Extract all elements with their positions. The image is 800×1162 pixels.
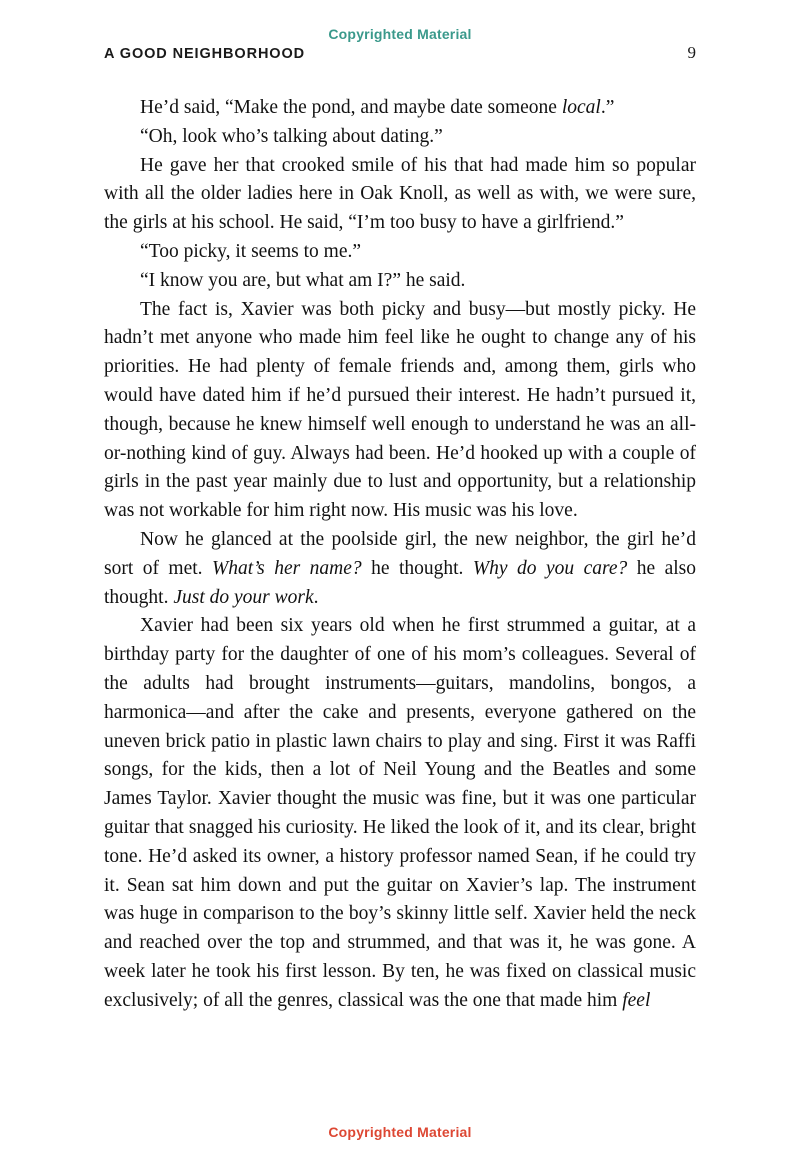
- paragraph: [104, 526, 696, 612]
- text-segment: he thought.: [361, 557, 473, 579]
- text-segment: Now he glanced at the poolside girl, the new neighbor, the girl he’d sort of met.: [104, 528, 696, 579]
- text-segment: He gave her that crooked smile of his that had made him so popular with all the older ladies here in Oak Knoll, as well as with, we were sure, the girls at his school. He said, “I’m too busy to have a girlfriend.”: [104, 154, 696, 234]
- italic-text-segment: feel: [622, 989, 651, 1011]
- paragraph: [104, 152, 696, 238]
- text-segment: “Too picky, it seems to me.”: [140, 240, 362, 262]
- running-head-title: A GOOD NEIGHBORHOOD: [104, 46, 306, 62]
- text-segment: .”: [600, 97, 615, 118]
- paragraph: [104, 612, 696, 1015]
- paragraph: [104, 296, 696, 526]
- text-segment: The fact is, Xavier was both picky and busy—but mostly picky. He hadn’t met anyone who made him feel like he ought to change any of his priorities. He had plenty of female friends and, among them, girls who would have dated him if he’d pursued their interest. He hadn’t pursued it, though, because he knew himself well enough to understand he was an all-or-nothing kind of guy. Always had been. He’d hooked up with a couple of girls in the past year mainly due to lust and opportunity, but a relationship was not workable for him right now. His music was his love.: [104, 298, 696, 522]
- italic-text-segment: Just do your work: [173, 586, 314, 608]
- copyright-notice-top: Copyrighted Material: [328, 26, 472, 42]
- text-segment: Xavier had been six years old when he first strummed a guitar, at a birthday party for the daughter of one of his mom’s colleagues. Several of the adults had brought instruments—guitars, mandolins, bongos, a harmonica—and after the cake and presents, everyone gathered on the uneven brick patio in plastic lawn chairs to play and sing. First it was Raffi songs, for the kids, then a lot of Neil Young and the Beatles and some James Taylor. Xavier thought the music was fine, but it was one particular guitar that snagged his curiosity. He liked the look of it, and its clear, bright tone. He’d asked its owner, a history professor named Sean, if he could try it. Sean sat him down and put the guitar on Xavier’s lap. The instrument was huge in comparison to the boy’s skinny little self. Xavier held the neck and reached over the top and strummed, and that was it, he was gone. A week later he took his first lesson. By ten, he was fixed on classical music exclusively; of all the genres, classical was the one that made him: [104, 615, 696, 1011]
- italic-text-segment: What’s her name?: [212, 557, 362, 579]
- italic-text-segment: Why do you care?: [472, 557, 628, 579]
- text-segment: He’d said, “Make the pond, and maybe date someone: [140, 97, 562, 118]
- text-segment: “Oh, look who’s talking about dating.”: [140, 125, 443, 147]
- copyright-notice-bottom: Copyrighted Material: [328, 1124, 472, 1140]
- italic-text-segment: local: [561, 97, 601, 118]
- paragraph: [104, 238, 696, 267]
- text-segment: .: [313, 586, 319, 608]
- running-header: [104, 43, 696, 63]
- paragraph: [104, 267, 696, 296]
- body-text: [104, 94, 696, 1016]
- text-segment: he also thought.: [104, 557, 697, 608]
- paragraph: [104, 94, 696, 123]
- paragraph: [104, 123, 696, 152]
- page-number: 9: [687, 43, 696, 62]
- text-segment: “I know you are, but what am I?” he said.: [140, 269, 466, 291]
